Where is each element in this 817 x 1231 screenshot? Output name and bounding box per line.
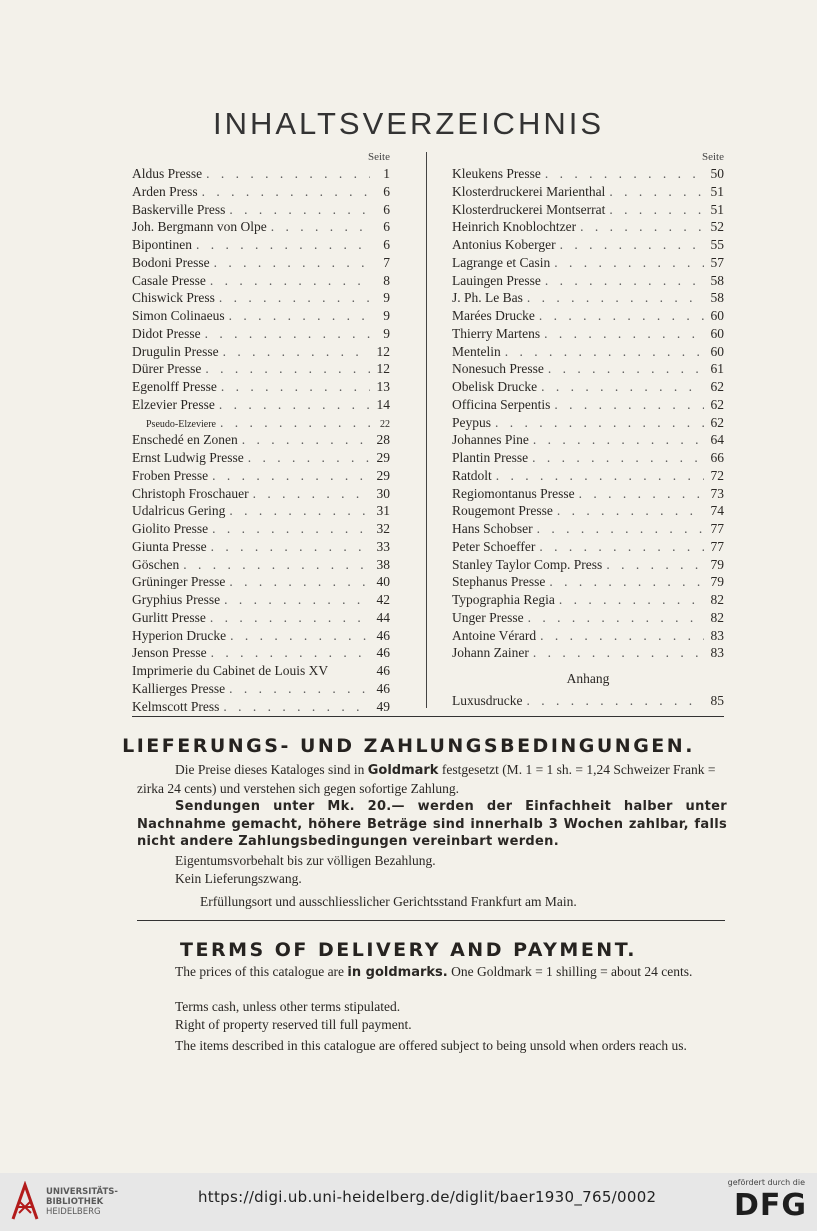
german-terms-heading: LIEFERUNGS- UND ZAHLUNGSBEDINGUNGEN. — [122, 735, 695, 757]
toc-entry-name: Unger Presse — [452, 609, 524, 625]
leader-dots — [532, 449, 704, 467]
leader-dots — [606, 556, 704, 574]
toc-entry-page: 72 — [710, 467, 724, 483]
leader-dots — [528, 609, 704, 627]
toc-entry — [452, 609, 724, 627]
toc-entry — [132, 343, 390, 361]
toc-entry-page: 6 — [383, 219, 390, 235]
uni-line-2: BIBLIOTHEK — [46, 1197, 104, 1207]
toc-left-column — [132, 150, 390, 715]
seite-label-right: Seite — [702, 151, 724, 163]
english-unsold-paragraph: The items described in this catalogue are offered subject to being unsold when orders reach us. — [175, 1038, 687, 1053]
toc-entry — [452, 378, 724, 396]
toc-entry — [132, 183, 390, 201]
toc-entry-name: Simon Colinaeus — [132, 308, 225, 323]
toc-entry-page: 58 — [710, 290, 724, 306]
toc-entry-name: Christoph Froschauer — [132, 485, 249, 501]
toc-entry — [452, 218, 724, 236]
leader-dots — [229, 201, 370, 219]
toc-entry — [452, 272, 724, 290]
leader-dots — [229, 502, 370, 520]
leader-dots — [545, 272, 704, 290]
leader-dots — [229, 307, 370, 325]
leader-dots — [211, 644, 370, 662]
leader-dots — [541, 378, 704, 396]
leader-dots — [211, 538, 370, 556]
toc-entry-name: Thierry Martens — [452, 325, 541, 341]
toc-entry — [452, 201, 724, 219]
toc-entry-name: Jenson Presse — [132, 645, 207, 661]
toc-entry-name: Drugulin Presse — [132, 343, 219, 359]
toc-entry — [132, 254, 390, 272]
english-price-paragraph — [137, 963, 727, 982]
leader-dots — [205, 325, 370, 343]
toc-entry — [132, 556, 390, 574]
toc-entry-name: Typographia Regia — [452, 592, 555, 607]
english-line-terms-cash: Terms cash, unless other terms stipulated. — [175, 999, 401, 1014]
toc-entry-page: 12 — [376, 361, 390, 377]
leader-dots — [609, 183, 704, 201]
leader-dots — [609, 201, 704, 219]
toc-entry — [452, 502, 724, 520]
toc-entry-page: 66 — [710, 450, 724, 465]
leader-dots — [210, 609, 370, 627]
german-line-ownership: Eigentumsvorbehalt bis zur völligen Bezahlung. — [175, 853, 436, 868]
toc-entry-page: 77 — [710, 521, 724, 536]
toc-entry — [452, 556, 724, 574]
toc-entry — [452, 644, 724, 662]
toc-entry-page: 79 — [710, 574, 724, 590]
toc-entry-name: Marées Drucke — [452, 308, 535, 323]
leader-dots — [544, 325, 704, 343]
rule-middle — [137, 920, 725, 921]
dfg-logo[interactable]: DFG — [733, 1188, 807, 1223]
toc-entry-name: Peypus — [452, 414, 492, 430]
toc-entry-page: 46 — [376, 627, 390, 643]
toc-entry-name: Aldus Presse — [132, 166, 203, 181]
toc-entry-page: 60 — [710, 343, 724, 359]
leader-dots — [229, 573, 370, 591]
leader-dots — [545, 165, 704, 183]
toc-entry-name: Imprimerie du Cabinet de Louis XV — [132, 663, 329, 678]
leader-dots — [230, 627, 370, 645]
toc-entry — [132, 627, 390, 645]
leader-dots — [539, 307, 704, 325]
toc-entry — [452, 485, 724, 503]
toc-entry — [132, 609, 390, 627]
uni-line-1: UNIVERSITÄTS- — [46, 1187, 118, 1197]
toc-entry-page: 61 — [710, 361, 724, 377]
toc-entry-name: Enschedé en Zonen — [132, 432, 238, 448]
toc-entry-name: Johannes Pine — [452, 432, 529, 448]
toc-entry — [132, 396, 390, 414]
toc-entry-name: Hyperion Drucke — [132, 627, 227, 643]
german-cod-paragraph: Sendungen unter Mk. 20.— werden der Einfachheit halber unter Nachnahme gemacht, höhere Beträge sind innerhalb 3 Wochen zahlbar, falls nicht andere Zahlungsbedingungen vereinbart werden. — [137, 799, 727, 849]
toc-entry — [132, 538, 390, 556]
toc-entry-name: Bipontinen — [132, 237, 192, 252]
leader-dots — [202, 183, 370, 201]
english-p1-goldmarks: in goldmarks. — [347, 965, 448, 980]
toc-entry-page: 7 — [383, 254, 390, 270]
toc-entry — [132, 698, 390, 716]
permalink-url[interactable]: https://digi.ub.uni-heidelberg.de/diglit/baer1930_765/0002 — [198, 1188, 657, 1206]
toc-entry-name: Dürer Presse — [132, 361, 202, 377]
toc-entry — [452, 236, 724, 254]
toc-entry — [132, 591, 390, 609]
toc-entry-name: Officina Serpentis — [452, 396, 551, 412]
toc-entry-name: Gryphius Presse — [132, 592, 221, 607]
toc-entry-page: 46 — [376, 645, 390, 661]
toc-entry — [132, 449, 390, 467]
toc-entry-page: 40 — [376, 574, 390, 590]
toc-entry-page: 50 — [710, 166, 724, 181]
leader-dots — [212, 520, 370, 538]
toc-entry — [452, 538, 724, 556]
leader-dots — [505, 343, 704, 361]
toc-entry-name: Antoine Vérard — [452, 627, 537, 643]
leader-dots — [271, 218, 370, 236]
toc-entry — [452, 414, 724, 432]
german-price-paragraph — [137, 761, 727, 797]
toc-entry-name: Pseudo-Elzeviere — [146, 418, 216, 430]
toc-entry — [452, 289, 724, 307]
toc-entry-name: Arden Press — [132, 183, 198, 199]
toc-entry-name: Didot Presse — [132, 325, 201, 341]
toc-entry-name: Kleukens Presse — [452, 166, 541, 181]
toc-entry — [132, 325, 390, 343]
toc-entry-name: Elzevier Presse — [132, 396, 215, 412]
toc-entry-page: 46 — [376, 680, 390, 696]
leader-dots — [580, 218, 704, 236]
leader-dots — [229, 680, 370, 698]
leader-dots — [210, 272, 370, 290]
toc-entry-name: Peter Schoeffer — [452, 538, 536, 554]
toc-entry-page: 13 — [376, 379, 390, 394]
english-line-property: Right of property reserved till full payment. — [175, 1017, 412, 1032]
toc-entry-page: 22 — [380, 418, 390, 430]
toc-entry — [132, 218, 390, 236]
toc-entry-page: 28 — [376, 432, 390, 448]
toc-entry — [132, 644, 390, 662]
funded-by-label: gefördert durch die — [727, 1178, 805, 1187]
toc-entry-page: 52 — [710, 219, 724, 235]
toc-entry-page: 51 — [710, 183, 724, 199]
toc-entry-name: Heinrich Knoblochtzer — [452, 219, 577, 235]
toc-entry-name: Bodoni Presse — [132, 254, 210, 270]
university-name — [46, 1187, 118, 1217]
leader-dots — [206, 165, 370, 183]
english-p1-end: One Goldmark = 1 shilling = about 24 cents. — [447, 964, 693, 979]
leader-dots — [496, 467, 704, 485]
german-p1-goldmark: Goldmark — [367, 763, 439, 778]
toc-entry-page: 62 — [710, 379, 724, 394]
toc-entry-page: 31 — [376, 503, 390, 519]
german-p1-start: Die Preise dieses Kataloges sind in — [175, 762, 368, 777]
toc-entry-page: 83 — [710, 627, 724, 643]
toc-entry — [132, 272, 390, 290]
toc-entry — [452, 396, 724, 414]
leader-dots — [219, 396, 370, 414]
toc-entry-page: 8 — [383, 272, 390, 288]
toc-entry-page: 6 — [383, 237, 390, 252]
leader-dots — [205, 360, 370, 378]
toc-entry-name: Egenolff Presse — [132, 379, 217, 394]
toc-entry-name: Froben Presse — [132, 467, 209, 483]
german-line-no-obligation: Kein Lieferungszwang. — [175, 871, 302, 886]
toc-entry-page: 9 — [383, 290, 390, 306]
toc-entry — [132, 662, 390, 680]
toc-entry — [452, 431, 724, 449]
toc-entry-name: Ernst Ludwig Presse — [132, 450, 244, 465]
toc-entry — [132, 201, 390, 219]
toc-entry-page: 9 — [383, 308, 390, 323]
leader-dots — [560, 236, 704, 254]
toc-entry — [452, 520, 724, 538]
toc-entry-page: 12 — [376, 343, 390, 359]
leader-dots — [253, 485, 370, 503]
english-terms-heading: TERMS OF DELIVERY AND PAYMENT. — [180, 939, 637, 961]
toc-entry — [132, 485, 390, 503]
leader-dots — [183, 556, 370, 574]
toc-entry-page: 79 — [710, 556, 724, 572]
toc-entry-page: 82 — [710, 609, 724, 625]
leader-dots — [495, 414, 704, 432]
toc-entry — [132, 307, 390, 325]
toc-entry-page: 49 — [376, 698, 390, 714]
column-divider — [426, 152, 427, 708]
toc-entry-name: Lagrange et Casin — [452, 254, 551, 270]
leader-dots — [540, 627, 704, 645]
viewer-footer — [0, 1173, 817, 1231]
toc-entry-page: 32 — [376, 521, 390, 536]
leader-dots — [533, 644, 704, 662]
toc-entry-name: Plantin Presse — [452, 450, 529, 465]
toc-entry — [132, 520, 390, 538]
toc-entry-page: 6 — [383, 201, 390, 217]
uni-line-3: HEIDELBERG — [46, 1207, 101, 1217]
toc-entry — [452, 343, 724, 361]
toc-entry — [452, 325, 724, 343]
toc-entry-name: Gurlitt Presse — [132, 609, 206, 625]
toc-entry-name: Giolito Presse — [132, 521, 209, 536]
toc-entry-page: 85 — [710, 693, 724, 708]
toc-entry-page: 44 — [376, 609, 390, 625]
toc-entry-page: 83 — [710, 645, 724, 661]
toc-entry — [452, 360, 724, 378]
toc-entry-page: 60 — [710, 325, 724, 341]
toc-entry-page: 29 — [376, 450, 390, 465]
toc-entry — [132, 431, 390, 449]
toc-entry — [452, 165, 724, 183]
leader-dots — [537, 520, 704, 538]
toc-entry-page: 74 — [710, 503, 724, 519]
leader-dots — [196, 236, 370, 254]
anhang-item — [452, 692, 724, 710]
toc-entry — [452, 254, 724, 272]
leader-dots — [223, 698, 370, 716]
toc-entry — [452, 449, 724, 467]
toc-entry — [452, 307, 724, 325]
toc-entry-name: Johann Zainer — [452, 645, 529, 661]
seite-label-left: Seite — [368, 151, 390, 163]
toc-entry — [132, 467, 390, 485]
toc-entry-name: Kelmscott Press — [132, 698, 220, 714]
toc-entry-page: 42 — [376, 592, 390, 607]
toc-entry-name: Stephanus Presse — [452, 574, 546, 590]
toc-entry-page: 14 — [376, 396, 390, 412]
toc-entry-name: Joh. Bergmann von Olpe — [132, 219, 267, 235]
leader-dots — [549, 573, 704, 591]
toc-entry-name: Göschen — [132, 556, 180, 572]
leader-dots — [223, 343, 370, 361]
toc-entry-page: 51 — [710, 201, 724, 217]
toc-entry-page: 60 — [710, 308, 724, 323]
toc-right-list — [452, 165, 724, 662]
leader-dots — [220, 414, 370, 432]
university-logo-icon[interactable] — [10, 1181, 40, 1228]
leader-dots — [219, 289, 370, 307]
toc-entry — [132, 378, 390, 396]
toc-entry-name: Baskerville Press — [132, 201, 226, 217]
toc-entry — [452, 183, 724, 201]
leader-dots — [559, 591, 704, 609]
leader-dots — [527, 289, 704, 307]
leader-dots — [554, 396, 704, 414]
toc-entry — [452, 591, 724, 609]
toc-left-list — [132, 165, 390, 715]
toc-entry-page: 38 — [376, 556, 390, 572]
toc-entry — [452, 467, 724, 485]
toc-entry-name: Klosterdruckerei Marienthal — [452, 183, 606, 199]
toc-entry-name: Klosterdruckerei Montserrat — [452, 201, 606, 217]
leader-dots — [579, 485, 704, 503]
toc-entry — [132, 573, 390, 591]
toc-entry-page: 57 — [710, 254, 724, 270]
leader-dots — [554, 254, 704, 272]
toc-entry-name: J. Ph. Le Bas — [452, 290, 523, 306]
toc-entry-page: 9 — [383, 325, 390, 341]
toc-entry-page: 62 — [710, 396, 724, 412]
toc-entry-name: Giunta Presse — [132, 538, 207, 554]
toc-entry-page: 58 — [710, 272, 724, 288]
toc-entry-page: 46 — [376, 663, 390, 678]
toc-entry-page: 77 — [710, 538, 724, 554]
leader-dots — [248, 449, 370, 467]
toc-entry-name: Casale Presse — [132, 272, 206, 288]
leader-dots — [548, 360, 704, 378]
toc-right-column — [452, 150, 724, 710]
toc-entry-name: Luxusdrucke — [452, 693, 523, 708]
toc-entry-page: 33 — [376, 538, 390, 554]
toc-entry-name: Mentelin — [452, 343, 501, 359]
toc-entry-page: 73 — [710, 485, 724, 501]
leader-dots — [212, 467, 370, 485]
toc-entry-name: Antonius Koberger — [452, 237, 556, 252]
german-line-jurisdiction: Erfüllungsort und ausschliesslicher Gerichtsstand Frankfurt am Main. — [200, 894, 577, 909]
leader-dots — [214, 254, 370, 272]
leader-dots — [539, 538, 704, 556]
toc-entry — [132, 165, 390, 183]
toc-entry — [132, 502, 390, 520]
rule-top — [132, 716, 724, 717]
toc-entry — [132, 680, 390, 698]
toc-entry — [452, 573, 724, 591]
leader-dots — [221, 378, 370, 396]
toc-entry-name: Lauingen Presse — [452, 272, 541, 288]
toc-entry-name: Kallierges Presse — [132, 680, 226, 696]
toc-entry — [132, 289, 390, 307]
toc-entry-page: 64 — [710, 432, 724, 448]
toc-entry-name: Rougemont Presse — [452, 503, 553, 519]
leader-dots — [526, 692, 704, 710]
toc-entry-name: Obelisk Drucke — [452, 379, 538, 394]
german-p1-end: festgesetzt (M. 1 = 1 sh. = 1,24 Schweizer Frank = zirka 24 cents) und verstehen sich gegen sofortige Zahlung. — [137, 762, 716, 796]
toc-entry — [132, 236, 390, 254]
toc-entry-page: 6 — [383, 183, 390, 199]
toc-entry-name: Nonesuch Presse — [452, 361, 544, 377]
toc-entry-page: 55 — [710, 237, 724, 252]
leader-dots — [224, 591, 370, 609]
leader-dots — [242, 431, 370, 449]
toc-entry — [132, 360, 390, 378]
toc-entry — [132, 414, 390, 432]
toc-entry-page: 30 — [376, 485, 390, 501]
leader-dots — [533, 431, 704, 449]
toc-entry-page: 82 — [710, 592, 724, 607]
leader-dots — [557, 502, 704, 520]
toc-entry-name: Udalricus Gering — [132, 503, 226, 519]
toc-entry-name: Chiswick Press — [132, 290, 215, 306]
toc-entry-page: 62 — [710, 414, 724, 430]
toc-entry-page: 29 — [376, 467, 390, 483]
toc-entry-name: Ratdolt — [452, 467, 492, 483]
toc-entry-page: 1 — [383, 166, 390, 181]
toc-entry-name: Stanley Taylor Comp. Press — [452, 556, 603, 572]
english-p1-start: The prices of this catalogue are — [175, 964, 348, 979]
toc-entry-name: Regiomontanus Presse — [452, 485, 575, 501]
toc-entry-name: Hans Schobser — [452, 521, 533, 536]
anhang-label: Anhang — [566, 671, 610, 686]
toc-entry — [452, 627, 724, 645]
page-title: INHALTSVERZEICHNIS — [212, 106, 605, 141]
toc-entry-name: Grüninger Presse — [132, 574, 226, 590]
